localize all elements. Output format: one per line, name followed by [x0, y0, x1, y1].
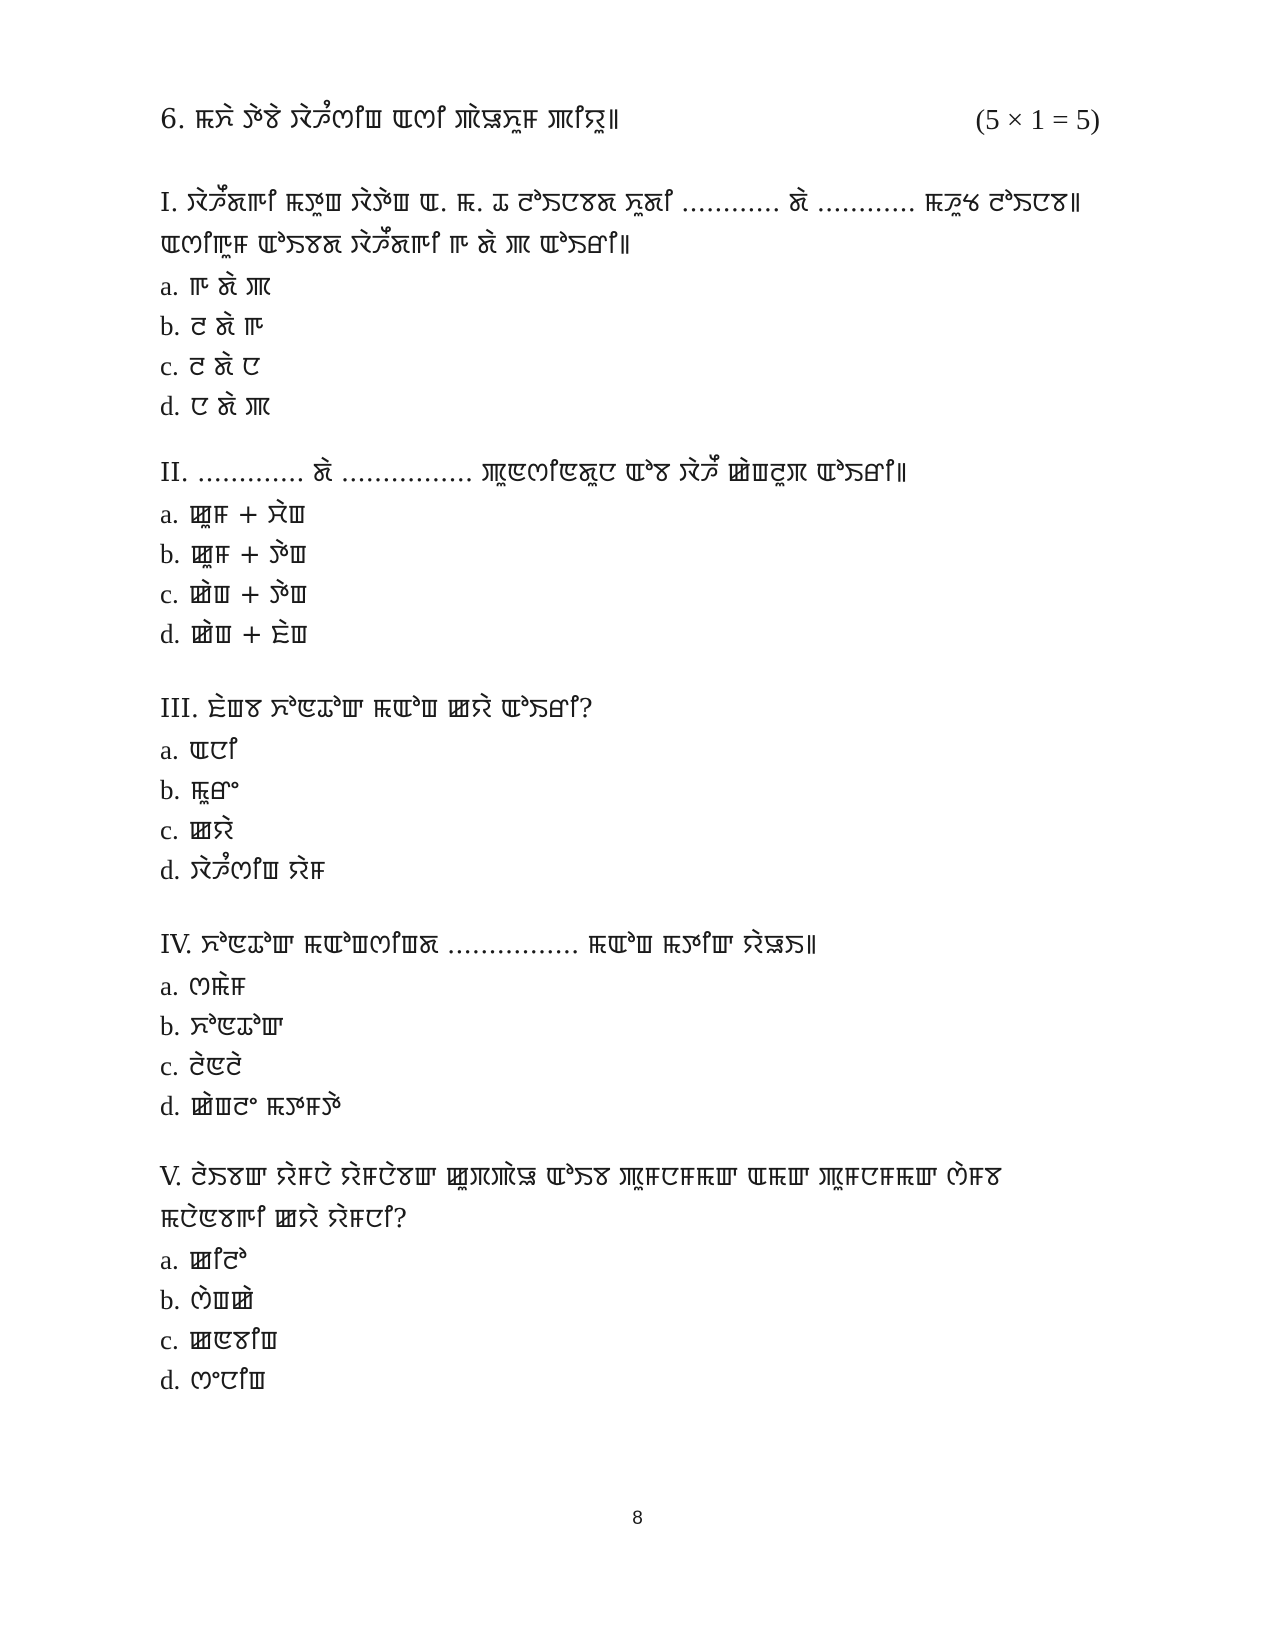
option-c	[160, 574, 1105, 614]
options-list	[160, 730, 1105, 890]
question-stem: III. ꯐꯥꯡꯕ ꯈꯣꯟꯊꯣꯛ ꯃꯑꯣꯡ ꯀꯌꯥ ꯑꯣꯏꯔꯤ?	[160, 694, 593, 724]
option-letter: b.	[160, 539, 181, 569]
option-text: ꯃꯨꯔꯦ	[190, 776, 239, 806]
option-text: ꯂ ꯗꯥ ꯅ	[188, 352, 261, 382]
options-list	[160, 266, 1105, 426]
option-text: ꯈꯣꯟꯊꯣꯛ	[190, 1012, 285, 1042]
question-5	[160, 1156, 1105, 1400]
options-list	[160, 966, 1105, 1126]
options-list	[160, 494, 1105, 654]
page-number: 8	[632, 1508, 643, 1529]
option-letter: c.	[160, 579, 179, 609]
option-c	[160, 1046, 1105, 1086]
option-d	[160, 614, 1105, 654]
option-c	[160, 1320, 1105, 1360]
option-b	[160, 770, 1105, 810]
option-text: ꯅ ꯗꯥ ꯄ	[190, 392, 271, 422]
option-letter: d.	[160, 619, 181, 649]
question-1	[160, 182, 1105, 426]
question-3	[160, 688, 1105, 890]
option-d	[160, 386, 1105, 426]
option-text: ꯀꯤꯂꯣ	[188, 1246, 247, 1276]
option-letter: d.	[160, 1091, 181, 1121]
option-letter: a.	[160, 271, 179, 301]
option-text: ꯀꯨꯝ + ꯇꯥꯡ	[190, 540, 308, 570]
option-letter: a.	[160, 735, 179, 765]
option-text: ꯀꯥꯡꯂꯦ ꯃꯇꯝꯇꯥ	[190, 1092, 342, 1122]
option-text: ꯀꯥꯡ + ꯇꯥꯡ	[188, 580, 308, 610]
option-text: ꯀꯟꯕꯤꯡ	[188, 1326, 279, 1356]
option-letter: b.	[160, 311, 181, 341]
option-letter: a.	[160, 1245, 179, 1275]
option-a	[160, 730, 1105, 770]
option-b	[160, 1280, 1105, 1320]
question-4	[160, 924, 1105, 1126]
question-2	[160, 452, 1105, 654]
option-letter: c.	[160, 815, 179, 845]
option-letter: d.	[160, 391, 181, 421]
option-b	[160, 306, 1105, 346]
option-letter: a.	[160, 971, 179, 1001]
option-text: ꯁꯦꯅꯤꯡ	[190, 1366, 267, 1396]
option-text: ꯂꯥꯟꯂꯥ	[188, 1052, 243, 1082]
options-list	[160, 1240, 1105, 1400]
option-letter: d.	[160, 855, 181, 885]
option-text: ꯋꯥꯍꯪꯁꯤꯡ ꯌꯥꯝ	[190, 856, 326, 886]
question-stem: I. ꯋꯥꯍꯩꯗꯒꯤ ꯃꯇꯨꯡ ꯋꯥꯇꯥꯡ ꯑ. ꯃ. ꯊ ꯂꯣꯏꯅꯕꯗ ꯈꯨꯗꯤ ............ ꯗꯥ ............ ꯃꯍꯨꯠ ꯂꯣꯏꯅꯕ꯫ ꯑꯁꯤꯒꯨꯝ ꯑꯣꯏꯕꯗ ꯋꯥꯍꯩꯗꯒꯤ ꯒ ꯗꯥ ꯄ ꯑꯣꯏꯔꯤ꯫	[160, 188, 1082, 260]
option-text: ꯒ ꯗꯥ ꯄ	[188, 272, 272, 302]
question-title: 6. ꯃꯈꯥ ꯇꯥꯕꯥ ꯋꯥꯍꯪꯁꯤꯡ ꯑꯁꯤ ꯄꯥꯎꯈꯨꯝ ꯄꯤꯌꯨ꯫	[160, 104, 620, 135]
question-stem: II. ............. ꯗꯥ ................ ꯄꯨꯟꯁꯤꯟꯗꯨꯅ ꯑꯣꯕ ꯋꯥꯍꯩ ꯀꯥꯡꯂꯨꯞ ꯑꯣꯏꯔꯤ꯫	[160, 458, 908, 488]
option-letter: b.	[160, 1285, 181, 1315]
option-text: ꯀꯌꯥ	[188, 816, 235, 846]
option-d	[160, 1360, 1105, 1400]
option-a	[160, 266, 1105, 306]
marks-allocation: (5 × 1 = 5)	[975, 104, 1100, 136]
option-text: ꯀꯨꯝ + ꯆꯥꯡ	[188, 500, 307, 530]
option-letter: c.	[160, 1325, 179, 1355]
option-text: ꯑꯅꯤ	[188, 736, 238, 766]
option-letter: c.	[160, 351, 179, 381]
option-d	[160, 850, 1105, 890]
question-header	[160, 100, 1100, 140]
option-text: ꯀꯥꯡ + ꯐꯥꯡ	[190, 620, 309, 650]
option-b	[160, 534, 1105, 574]
option-letter: b.	[160, 775, 181, 805]
option-text: ꯂ ꯗꯥ ꯒ	[190, 312, 264, 342]
option-b	[160, 1006, 1105, 1046]
option-a	[160, 966, 1105, 1006]
option-text: ꯁꯃꯥꯝ	[188, 972, 247, 1002]
option-d	[160, 1086, 1105, 1126]
option-letter: d.	[160, 1365, 181, 1395]
option-a	[160, 494, 1105, 534]
question-stem: IV. ꯈꯣꯟꯊꯣꯛ ꯃꯑꯣꯡꯁꯤꯡꯗ ................ ꯃꯑꯣꯡ ꯃꯇꯤꯛ ꯌꯥꯎꯏ꯫	[160, 930, 817, 960]
option-a	[160, 1240, 1105, 1280]
option-c	[160, 810, 1105, 850]
option-letter: c.	[160, 1051, 179, 1081]
option-letter: a.	[160, 499, 179, 529]
option-c	[160, 346, 1105, 386]
option-letter: b.	[160, 1011, 181, 1041]
question-stem: V. ꯂꯥꯏꯕꯛ ꯌꯥꯝꯅꯥ ꯌꯥꯝꯅꯥꯕꯛ ꯀꯨꯞꯄꯥꯎ ꯑꯣꯏꯕ ꯄꯨꯝꯅꯝꯃꯛ ꯑꯃꯛ ꯄꯨꯝꯅꯝꯃꯛ ꯁꯥꯝꯕ ꯃꯅꯥꯟꯕꯒꯤ ꯀꯌꯥ ꯌꯥꯝꯅꯤ?	[160, 1162, 1002, 1234]
option-text: ꯁꯥꯡꯀꯥ	[190, 1286, 255, 1316]
